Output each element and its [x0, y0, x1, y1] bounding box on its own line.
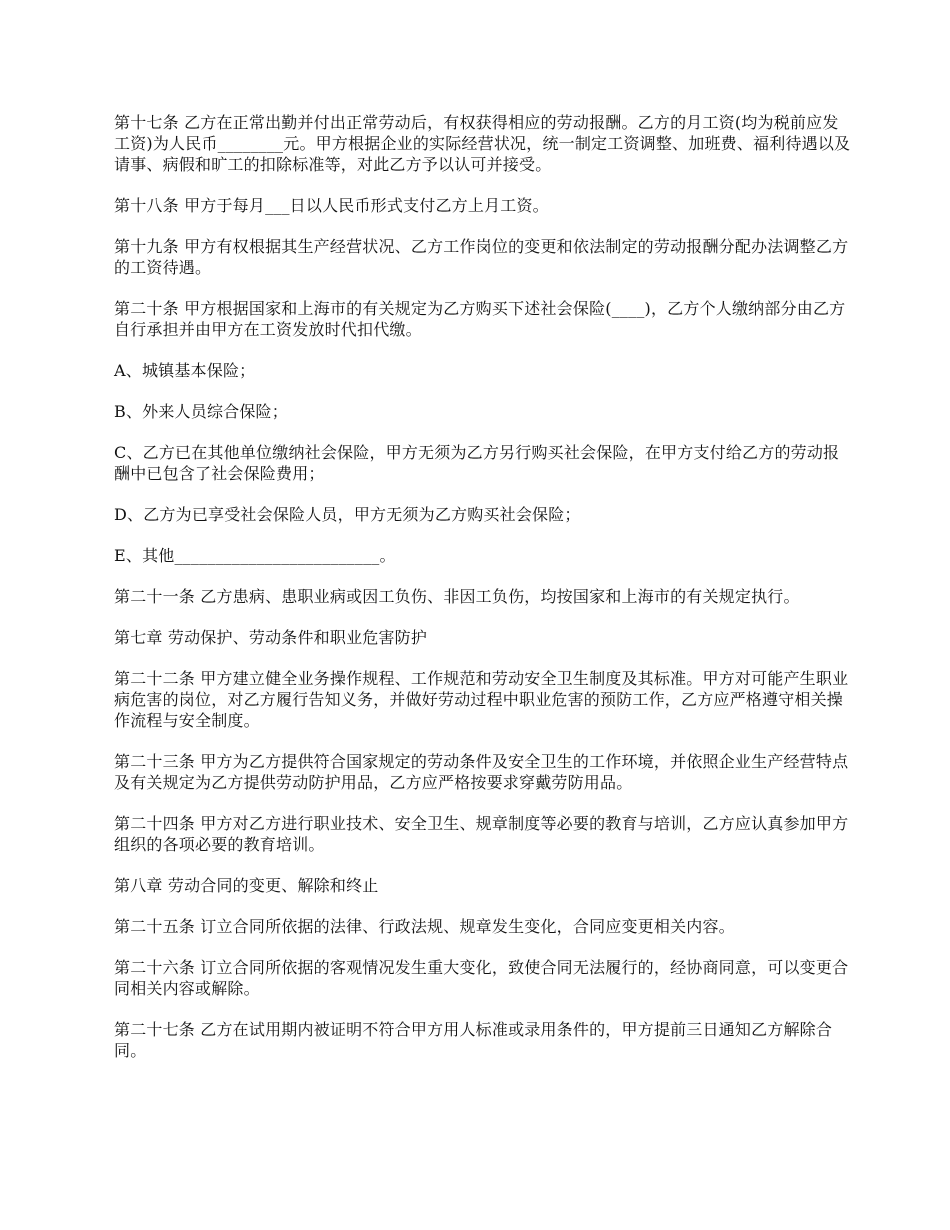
article-23: 第二十三条 甲方为乙方提供符合国家规定的劳动条件及安全卫生的工作环境，并依照企业生产经营特点及有关规定为乙方提供劳动防护用品，乙方应严格按要求穿戴劳防用品。: [114, 752, 849, 792]
article-21: 第二十一条 乙方患病、患职业病或因工负伤、非因工负伤，均按国家和上海市的有关规定执行。: [114, 587, 800, 606]
article-27: 第二十七条 乙方在试用期内被证明不符合甲方用人标准或录用条件的，甲方提前三日通知乙方解除合同。: [114, 1020, 833, 1060]
article-19: 第十九条 甲方有权根据其生产经营状况、乙方工作岗位的变更和依法制定的劳动报酬分配办法调整乙方的工资待遇。: [114, 237, 849, 277]
article-25: 第二十五条 订立合同所依据的法律、行政法规、规章发生变化，合同应变更相关内容。: [114, 917, 735, 936]
article-17: 第十七条 乙方在正常出勤并付出正常劳动后，有权获得相应的劳动报酬。乙方的月工资(均为税前应发工资)为人民币________元。甲方根据企业的实际经营状况，统一制定工资调整、加班费、福利待遇以及请事、病假和旷工的扣除标准等，对此乙方予以认可并接受。: [114, 113, 851, 174]
option-e: E、其他_________________________。: [114, 546, 396, 565]
option-a: A、城镇基本保险；: [114, 361, 256, 380]
article-20: 第二十条 甲方根据国家和上海市的有关规定为乙方购买下述社会保险(____)，乙方个人缴纳部分由乙方自行承担并由甲方在工资发放时代扣代缴。: [114, 299, 846, 339]
article-26: 第二十六条 订立合同所依据的客观情况发生重大变化，致使合同无法履行的，经协商同意，可以变更合同相关内容或解除。: [114, 958, 849, 998]
option-c: C、乙方已在其他单位缴纳社会保险，甲方无须为乙方另行购买社会保险，在甲方支付给乙方的劳动报酬中已包含了社会保险费用；: [114, 443, 840, 483]
chapter-8-heading: 第八章 劳动合同的变更、解除和终止: [114, 876, 379, 895]
article-22: 第二十二条 甲方建立健全业务操作规程、工作规范和劳动安全卫生制度及其标准。甲方对可能产生职业病危害的岗位，对乙方履行告知义务，并做好劳动过程中职业危害的预防工作，乙方应严格遵守相关操作流程与安全制度。: [114, 669, 849, 730]
document-page: [114, 112, 854, 1081]
option-b: B、外来人员综合保险；: [114, 402, 288, 421]
option-d: D、乙方为已享受社会保险人员，甲方无须为乙方购买社会保险；: [114, 505, 581, 524]
article-24: 第二十四条 甲方对乙方进行职业技术、安全卫生、规章制度等必要的教育与培训，乙方应认真参加甲方组织的各项必要的教育培训。: [114, 814, 849, 854]
chapter-7-heading: 第七章 劳动保护、劳动条件和职业危害防护: [114, 628, 428, 647]
article-18: 第十八条 甲方于每月___日以人民币形式支付乙方上月工资。: [114, 196, 549, 215]
